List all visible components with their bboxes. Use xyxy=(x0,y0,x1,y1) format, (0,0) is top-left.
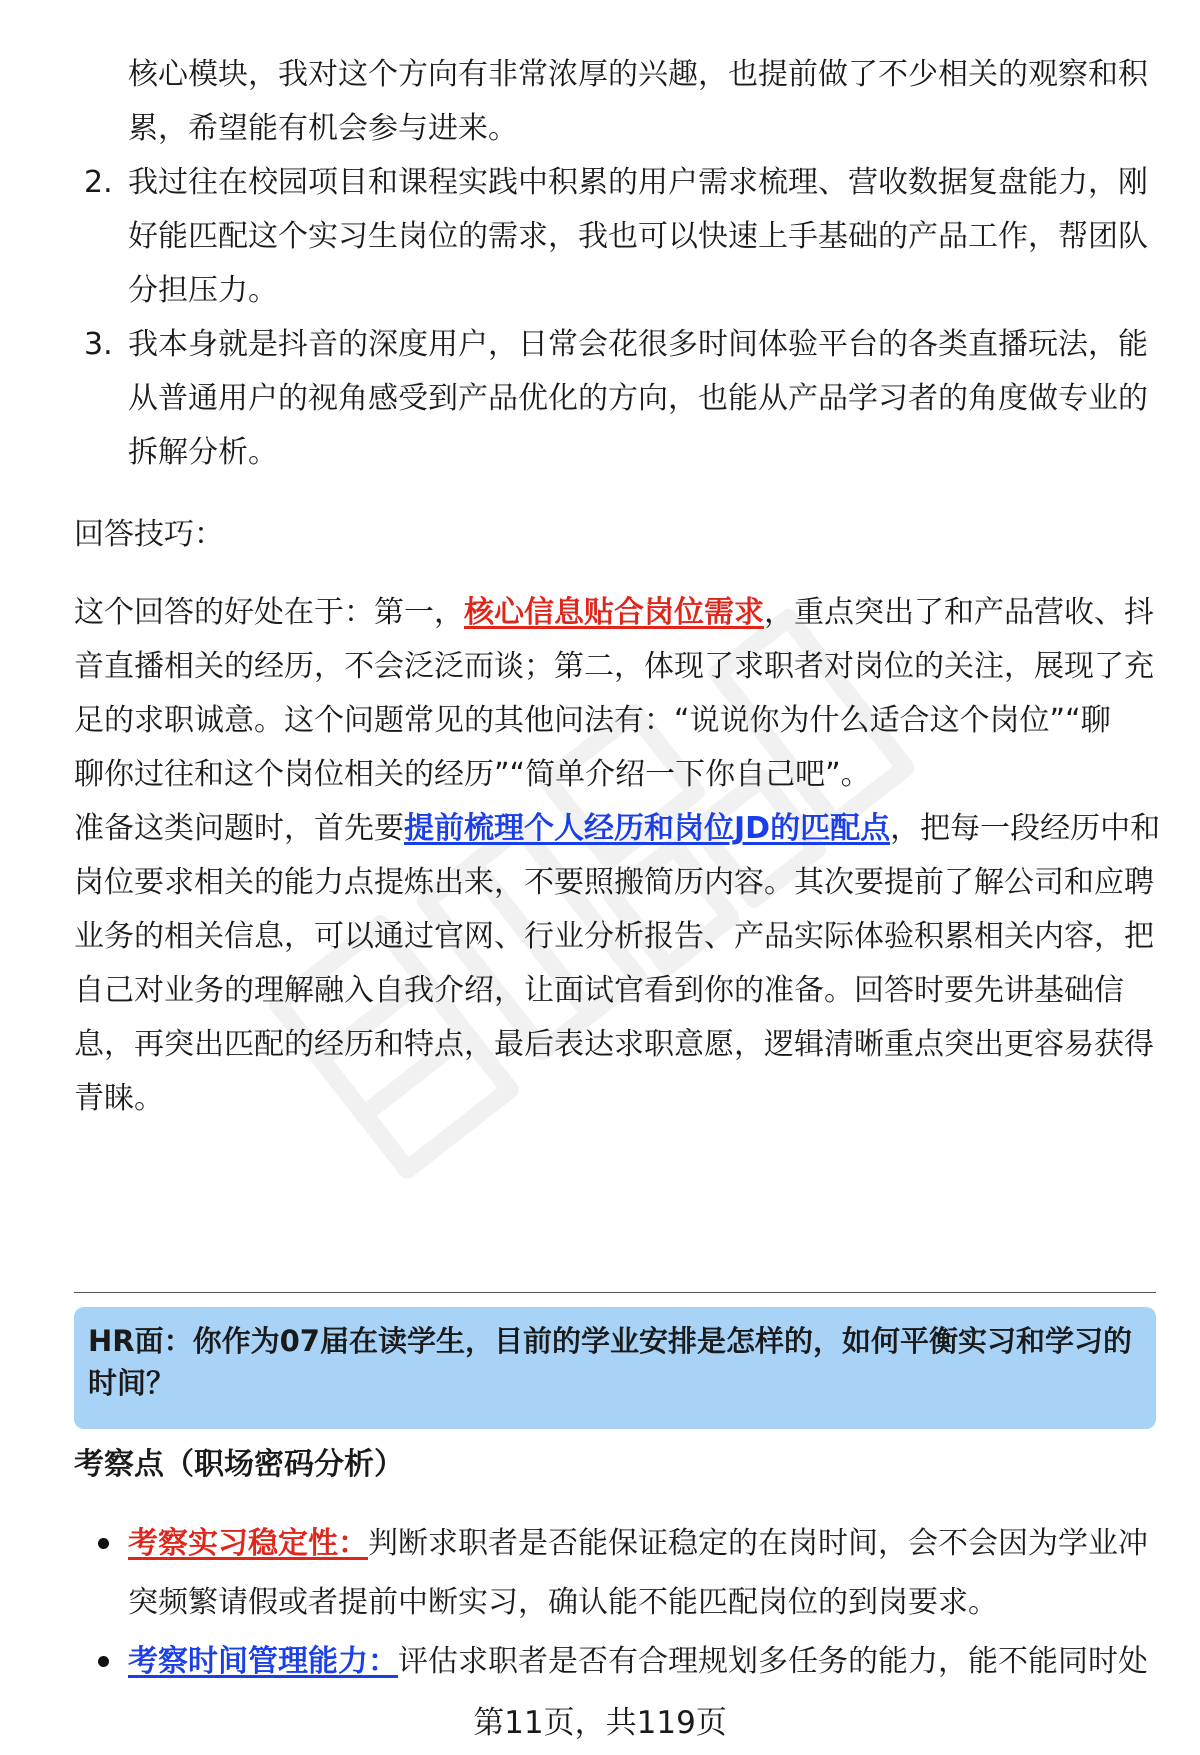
tips-line xyxy=(74,799,1161,859)
highlight-key-info: 核心信息贴合岗位需求 xyxy=(464,595,764,630)
list-item-3-line: 我本身就是抖音的深度用户，日常会花很多时间体验平台的各类直播玩法，能 xyxy=(128,327,1148,362)
page-number: 第11页，共119页 xyxy=(473,1705,727,1741)
bullet-line xyxy=(128,1514,1148,1574)
list-item-2-line: 我过往在校园项目和课程实践中积累的用户需求梳理、营收数据复盘能力，刚 xyxy=(128,165,1148,200)
bullet-text: 判断求职者是否能保证稳定的在岗时间，会不会因为学业冲 xyxy=(368,1526,1148,1561)
tips-line-text: 这个回答的好处在于：第一， xyxy=(74,595,464,630)
bullet-line: 突频繁请假或者提前中断实习，确认能不能匹配岗位的到岗要求。 xyxy=(128,1585,998,1620)
list-item-2-line: 分担压力。 xyxy=(128,273,278,308)
list-number-3: 3. xyxy=(84,327,113,362)
list-item-3-line: 拆解分析。 xyxy=(128,435,278,470)
tips-line-text: ，重点突出了和产品营收、抖 xyxy=(764,595,1154,630)
tips-line: 足的求职诚意。这个问题常见的其他问法有：“说说你为什么适合这个岗位”“聊 xyxy=(74,703,1111,738)
tips-line: 聊你过往和这个岗位相关的经历”“简单介绍一下你自己吧”。 xyxy=(74,757,871,792)
question-text: HR面：你作为07届在读学生，目前的学业安排是怎样的，如何平衡实习和学习的时间？ xyxy=(88,1324,1132,1400)
list-item-1-line: 核心模块，我对这个方向有非常浓厚的兴趣，也提前做了不少相关的观察和积 xyxy=(128,57,1148,92)
bullet-dot-icon xyxy=(98,1538,109,1549)
bullet-text: 评估求职者是否有合理规划多任务的能力，能不能同时处 xyxy=(398,1644,1148,1679)
tips-line xyxy=(74,583,1154,643)
tips-line-text: ，把每一段经历中和 xyxy=(890,811,1161,846)
bullet-line xyxy=(128,1632,1148,1692)
tips-label: 回答技巧： xyxy=(74,517,224,552)
list-number-2: 2. xyxy=(84,165,113,200)
tips-line: 青睐。 xyxy=(74,1081,164,1116)
list-item-2-line: 好能匹配这个实习生岗位的需求，我也可以快速上手基础的产品工作，帮团队 xyxy=(128,219,1148,254)
list-item-1-line: 累，希望能有机会参与进来。 xyxy=(128,111,518,146)
tips-line-text: 准备这类问题时，首先要 xyxy=(74,811,404,846)
bullet-dot-icon xyxy=(98,1656,109,1667)
tips-line: 息，再突出匹配的经历和特点，最后表达求职意愿，逻辑清晰重点突出更容易获得 xyxy=(74,1027,1154,1062)
tips-line: 岗位要求相关的能力点提炼出来，不要照搬简历内容。其次要提前了解公司和应聘 xyxy=(74,865,1154,900)
list-item-3-line: 从普通用户的视角感受到产品优化的方向，也能从产品学习者的角度做专业的 xyxy=(128,381,1148,416)
question-callout xyxy=(74,1307,1156,1429)
bullet-label-time-management: 考察时间管理能力： xyxy=(128,1644,398,1679)
section-divider xyxy=(74,1292,1156,1293)
analysis-title: 考察点（职场密码分析） xyxy=(74,1447,404,1482)
highlight-jd-match: 提前梳理个人经历和岗位JD的匹配点 xyxy=(404,811,891,846)
tips-line: 自己对业务的理解融入自我介绍，让面试官看到你的准备。回答时要先讲基础信 xyxy=(74,973,1124,1008)
tips-line: 音直播相关的经历，不会泛泛而谈；第二，体现了求职者对岗位的关注，展现了充 xyxy=(74,649,1154,684)
tips-line: 业务的相关信息，可以通过官网、行业分析报告、产品实际体验积累相关内容，把 xyxy=(74,919,1154,954)
bullet-label-stability: 考察实习稳定性： xyxy=(128,1526,368,1561)
